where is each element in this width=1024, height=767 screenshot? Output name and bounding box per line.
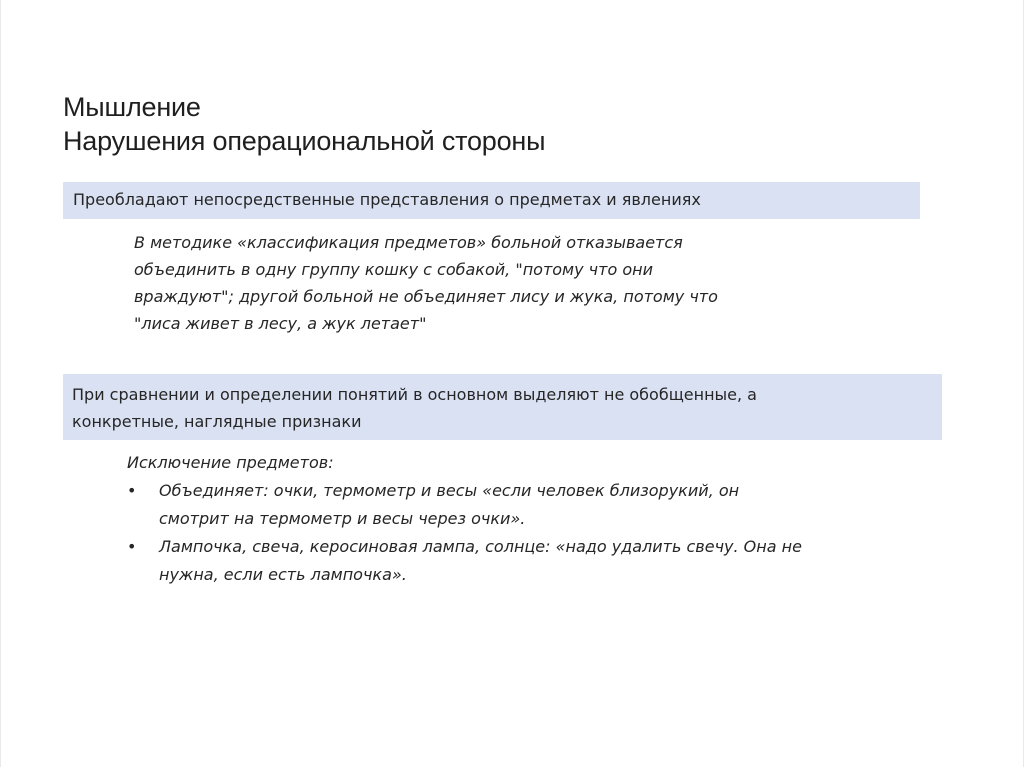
highlight-band-2 (63, 374, 942, 440)
bullet-icon: • (127, 481, 137, 500)
list-item (127, 533, 917, 589)
list-item-line: Объединяет: очки, термометр и весы «если человек близорукий, он (159, 481, 740, 500)
slide-title (63, 90, 545, 158)
examples-block (127, 449, 917, 589)
examples-title: Исключение предметов: (127, 453, 334, 472)
quote-line: объединить в одну группу кошку с собакой, "потому что они (134, 260, 653, 279)
band-1-text: Преобладают непосредственные представления о предметах и явлениях (73, 190, 701, 209)
title-line-2: Нарушения операциональной стороны (63, 126, 546, 156)
highlight-band-1 (63, 182, 920, 219)
title-line-1: Мышление (63, 92, 201, 122)
quote-line: враждуют"; другой больной не объединяет лису и жука, потому что (134, 287, 718, 306)
list-item-line: нужна, если есть лампочка». (159, 565, 407, 584)
bullet-icon: • (127, 537, 137, 556)
band-2-line: При сравнении и определении понятий в основном выделяют не обобщенные, а (72, 385, 757, 404)
quote-line: В методике «классификация предметов» больной отказывается (134, 233, 683, 252)
quote-line: "лиса живет в лесу, а жук летает" (134, 314, 427, 333)
list-item-line: Лампочка, свеча, керосиновая лампа, солнце: «надо удалить свечу. Она не (159, 537, 802, 556)
example-quote (134, 229, 854, 337)
list-item-line: смотрит на термометр и весы через очки». (159, 509, 526, 528)
examples-list (127, 477, 917, 589)
band-2-line: конкретные, наглядные признаки (72, 412, 362, 431)
list-item (127, 477, 917, 533)
